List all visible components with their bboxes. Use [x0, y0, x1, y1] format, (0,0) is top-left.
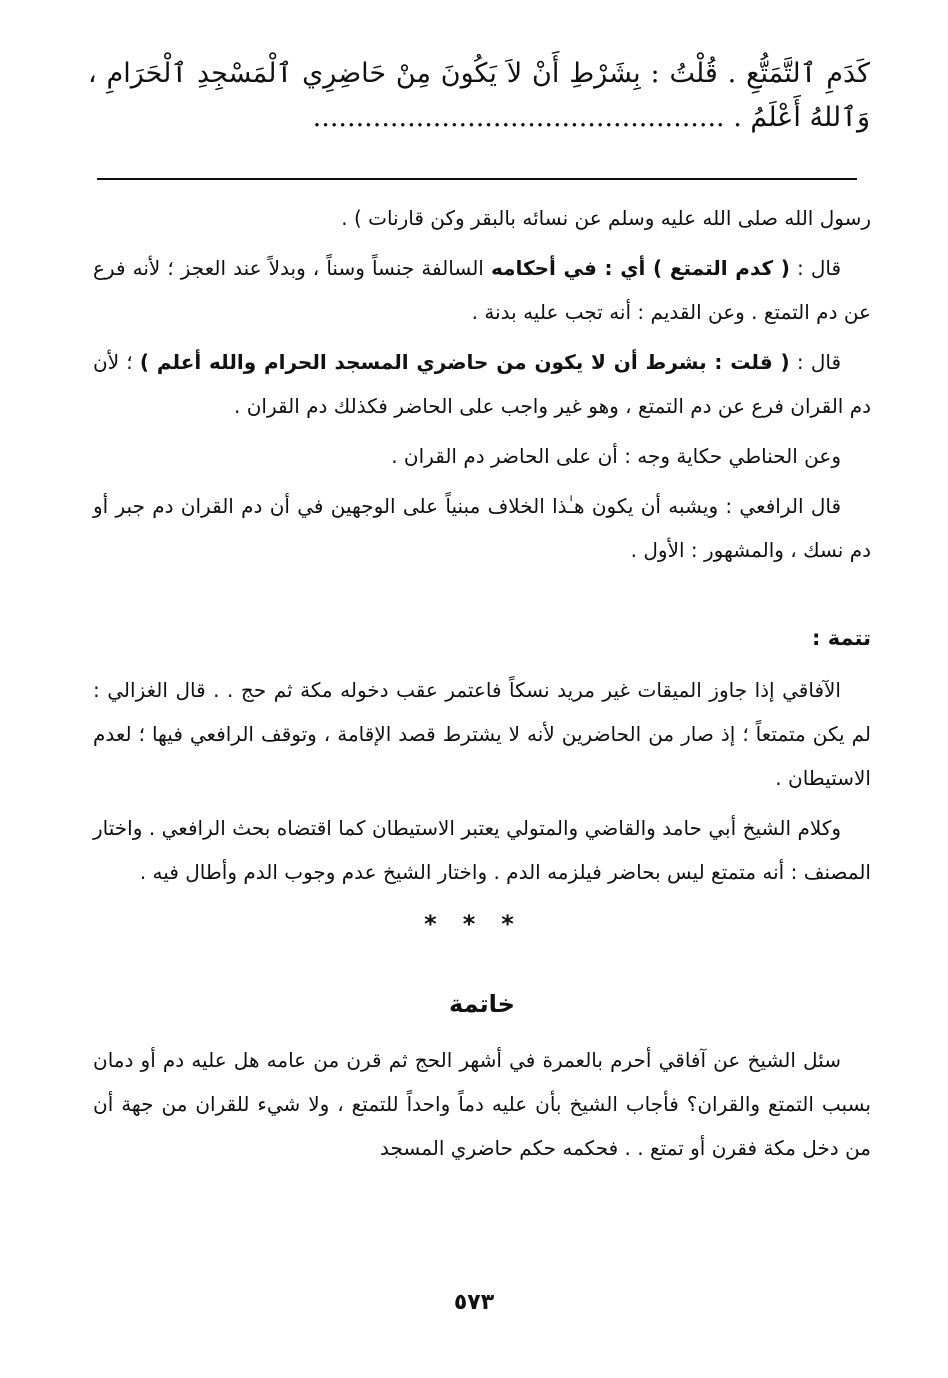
tatimma-paragraph-1 — [93, 668, 871, 800]
commentary-paragraph-5 — [93, 484, 871, 572]
tatimma-heading: تتمة : — [812, 626, 871, 650]
matn-dots: ................................................ — [312, 102, 725, 133]
page-number: ٥٧٣ — [453, 1290, 495, 1315]
commentary-paragraph-1 — [93, 196, 871, 240]
commentary-quote: ( قلت : بشرط أن لا يكون من حاضري المسجد الحرام والله أعلم ) — [139, 350, 790, 374]
matn-line: كَدَمِ ٱلتَّمَتُّعِ . قُلْتُ : بِشَرْطِ أَنْ لاَ يَكُونَ مِنْ حَاضِرِي ٱلْمَسْجِدِ ٱلْحَرَامِ ، وَٱللهُ أَعْلَمُ . — [88, 58, 870, 133]
commentary-prefix: قال : — [789, 350, 841, 374]
tatimma-text: الآفاقي إذا جاوز الميقات غير مريد نسكاً فاعتمر عقب دخوله مكة ثم حج . . قال الغزالي : لم يكن متمتعاً ؛ إذ صار من الحاضرين لأنه لا يشترط قصد الإقامة ، وتوقف الرافعي فيها ؛ لعدم الاستيطان . — [93, 678, 871, 790]
commentary-text: ؛ لأن دم القران فرع عن دم التمتع ، وهو غير واجب على الحاضر فكذلك دم القران . — [93, 350, 871, 418]
tatimma-text: وكلام الشيخ أبي حامد والقاضي والمتولي يعتبر الاستيطان كما اقتضاه بحث الرافعي . واختار المصنف : أنه متمتع ليس بحاضر فيلزمه الدم . واختار الشيخ عدم وجوب الدم وأطال فيه . — [93, 816, 871, 884]
matn-block — [88, 52, 870, 140]
commentary-paragraph-4 — [93, 434, 871, 478]
commentary-text: رسول الله صلى الله عليه وسلم عن نسائه بالبقر وكن قارنات ) . — [341, 206, 871, 230]
commentary-block — [93, 196, 871, 1176]
khatima-text: سئل الشيخ عن آفاقي أحرم بالعمرة في أشهر الحج ثم قرن من عامه هل عليه دم أو دمان بسبب التمتع والقران؟ فأجاب الشيخ بأن عليه دماً واحداً للتمتع ، ولا شيء للقران من جهة أن من دخل مكة فقرن أو تمتع . . فحكمه حكم حاضري المسجد — [93, 1048, 871, 1160]
commentary-text: وعن الحناطي حكاية وجه : أن على الحاضر دم القران . — [391, 444, 841, 468]
section-separator: *** — [424, 910, 540, 938]
tatimma-paragraph-2 — [93, 806, 871, 894]
commentary-text: السالفة جنساً وسناً ، وبدلاً عند العجز ؛ لأنه فرع عن دم التمتع . وعن القديم : أنه تجب عليه بدنة . — [93, 256, 871, 324]
commentary-quote: ( كدم التمتع ) أي : في أحكامه — [490, 256, 790, 280]
matn-text — [88, 52, 870, 140]
commentary-prefix: قال : — [789, 256, 842, 280]
commentary-text: قال الرافعي : ويشبه أن يكون هـٰذا الخلاف مبنياً على الوجهين في أن دم القران دم جبر أو دم نسك ، والمشهور : الأول . — [93, 494, 871, 562]
commentary-paragraph-2 — [93, 246, 871, 334]
commentary-paragraph-3 — [93, 340, 871, 428]
footnote-divider — [97, 178, 857, 180]
khatima-paragraph-1 — [93, 1038, 871, 1170]
khatima-heading: خاتمة — [449, 990, 515, 1018]
